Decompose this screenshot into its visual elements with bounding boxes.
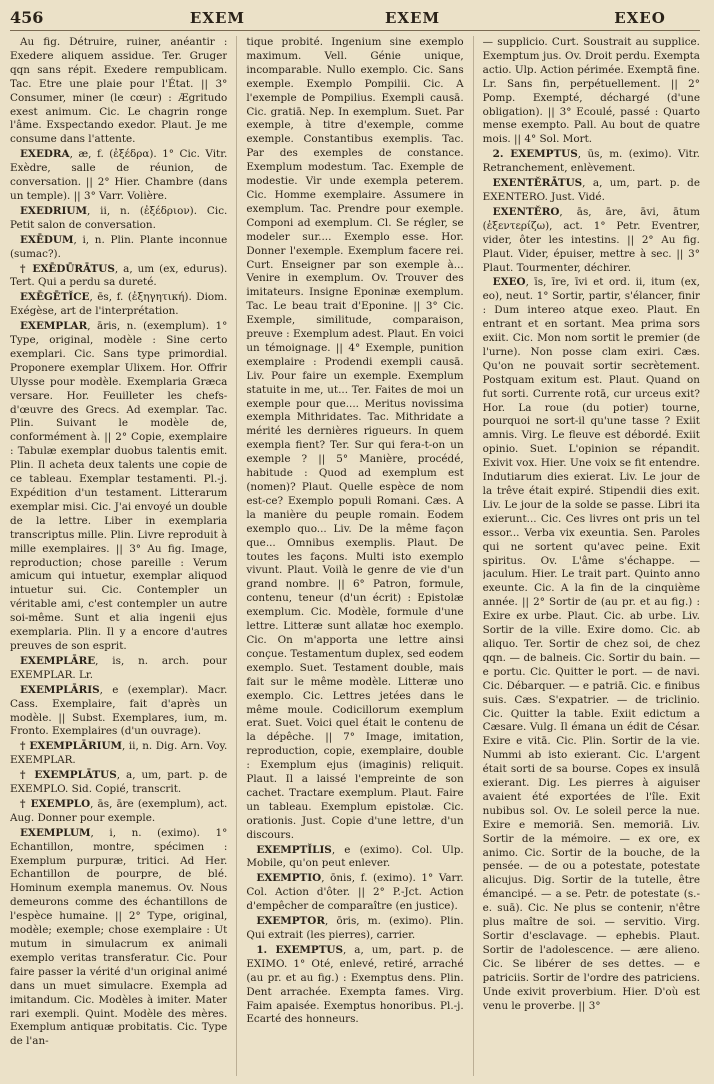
dictionary-entry: EXEMPTĬLIS, e (eximo). Col. Ulp. Mobile, qu'on peut enlever. xyxy=(246,843,464,870)
running-header xyxy=(10,8,700,31)
headword: EXEO xyxy=(492,276,526,289)
headword: EXEMPLĀRIS xyxy=(20,683,100,696)
dictionary-entry: EXEDRIUM, ii, n. (ἐξέδριον). Cic. Petit salon de conversation. xyxy=(10,204,228,231)
headword: † EXEMPLO xyxy=(20,797,91,810)
dictionary-entry: EXENTĔRĀTUS, a, um, part. p. de EXENTERO. Just. Vidé. xyxy=(482,177,700,203)
dictionary-entry: EXEMPTOR, ōris, m. (eximo). Plin. Qui extrait (les pierres), carrier. xyxy=(246,915,464,941)
dictionary-entry: † EXEMPLO, ās, āre (exemplum), act. Aug. Donner pour exemple. xyxy=(10,797,228,824)
headword: † EXĒDŪRĀTUS xyxy=(20,262,115,275)
headword: EXEMPLUM xyxy=(20,826,91,839)
dictionary-entry: † EXĒDŪRĀTUS, a, um (ex, edurus). Tert. Qui a perdu sa dureté. xyxy=(10,262,228,289)
headword: 2. EXEMPTUS xyxy=(492,148,578,161)
dictionary-entry: EXENTĔRO, ās, āre, āvi, ātum (ἐξεντερίζω), act. 1° Petr. Eventrer, vider, ôter les intestins. || 2° Au fig. Plaut. Vider, épuiser, mettre à sec. || 3° Plaut. Tourmenter, déchirer. xyxy=(482,205,700,274)
dictionary-entry: EXĒDUM, i, n. Plin. Plante inconnue (sumac?). xyxy=(10,233,228,260)
dictionary-entry: EXEO, īs, īre, īvi et ord. ii, itum (ex, eo), neut. 1° Sortir, partir, s'élancer, finir : Dum intereo atque exeo. Plaut. En entrant et en sortant. Mea prima sors exiit. Cic. Mon nom sortit le premier (de l'urne). Non posse clam exiri. Cæs. Qu'on ne pouvait sortir secrètement. Postquam exitum est. Plaut. Quand on fut sorti. Currente rotā, cur urceus exit? Hor. La roue (du potier) tourne, pourquoi ne sort-il qu'une tasse ? Exiit amnis. Virg. Le fleuve est débordé. Exiit opinio. Suet. L'opinion se répandit. Exivit vox. Hier. Une voix se fit entendre. Indutiarum dies exierat. Liv. Le jour de la trêve était expiré. Stipendii dies exit. Liv. Le jour de la solde se passe. Libri ita exierunt... Cic. Ces livres ont pris un tel essor... Verba vix exeuntia. Sen. Paroles qui ne sortent qu'avec peine. Exit spiritus. Ov. L'âme s'échappe. — jaculum. Hier. Le trait part. Quinto anno exeunte. Cic. A la fin de la cinquième année. || 2° Sortir de (au pr. et au fig.) : Exire ex urbe. Plaut. Cic. ab urbe. Liv. Sortir de la ville. Exire domo. Cic. ab aliquo. Ter. Sortir de chez soi, de chez qqn. — de balneis. Cic. Sortir du bain. — e portu. Cic. Quitter le port. — de navi. Cic. Débarquer. — e patriā. Cic. e finibus suis. Cæs. S'expatrier. — de triclinio. Cic. Quitter la table. Exiit edictum a Cæsare. Vulg. Il émana un édit de César. Exire e vitā. Cic. Plin. Sortir de la vie. Nummi ab isto exierant. Cic. L'argent était sorti de sa bourse. Copes ex insulā exierant. Dig. Les pierres à aiguiser avaient été exportées de l'île. Exit nubibus sol. Ov. Le soleil perce la nue. Exire e memoriā. Sen. memoriā. Liv. Sortir de la mémoire. — ex ore, ex animo. Cic. Sortir de la bouche, de la pensée. — de ou a potestate, potestate alicujus. Dig. Sortir de la tutelle, être émancipé. — a se. Petr. de potestate (s.-e. suā). Cic. Ne plus se contenir, n'être plus maître de soi. — servitio. Virg. Sortir d'esclavage. — ephebis. Plaut. Sortir de l'adolescence. — ære alieno. Cic. Se libérer de ses dettes. — e patriciis. Sortir de l'ordre des patriciens. Unde exivit proverbium. Hier. D'où est venu le proverbe. || 3° xyxy=(482,276,700,1012)
column-divider xyxy=(473,36,474,1076)
headword: † EXEMPLĀTUS xyxy=(20,769,117,782)
column-divider xyxy=(236,36,237,1076)
headword: EXEDRIUM xyxy=(20,204,87,217)
page-number: 456 xyxy=(10,8,44,27)
dictionary-entry: EXEMPLĀRIS, e (exemplar). Macr. Cass. Exemplaire, fait d'après un modèle. || Subst. Exemplares, ium, m. Fronto. Exemplaires (d'un ouvrage). xyxy=(10,683,228,738)
headword: EXĒDUM xyxy=(20,233,74,246)
header-right-word: EXEO xyxy=(614,9,666,27)
dictionary-entry: EXEMPLAR, āris, n. (exemplum). 1° Type, original, modèle : Sine certo exemplari. Cic. Sans type primordial. Proponere exemplar Ulixem. Hor. Offrir Ulysse pour modèle. Exemplaria Græca versare. Hor. Feuilleter les chefs-d'œuvre des Grecs. Ad exemplar. Tac. Plin. Suivant le modèle de, conformément à. || 2° Copie, exemplaire : Tabulæ exemplar duobus talentis emit. Plin. Il acheta deux talents une copie de ce tableau. Exemplar testamenti. Pl.-j. Expédition d'un testament. Litterarum exemplar misi. Cic. J'ai envoyé un double de la lettre. Liber in exemplaria transcriptus mille. Plin. Livre reproduit à mille exemplaires. || 3° Au fig. Image, reproduction; chose pareille : Verum amicum qui intuetur, exemplar aliquod intuetur sui. Cic. Contempler un véritable ami, c'est contempler un autre soi-même. Sunt et alia ingenii ejus exemplaria. Plin. Il y a encore d'autres preuves de son esprit. xyxy=(10,320,228,652)
column-right xyxy=(483,36,700,1076)
column-middle xyxy=(246,36,463,1076)
dictionary-entry: † EXEMPLĀTUS, a, um, part. p. de EXEMPLO. Sid. Copié, transcrit. xyxy=(10,769,228,796)
headword: EXEMPTIO xyxy=(256,872,322,885)
headword: † EXEMPLĀRIUM xyxy=(20,740,123,753)
column-left xyxy=(10,36,227,1076)
dictionary-entry: — supplicio. Curt. Soustrait au supplice. Exemptum jus. Ov. Droit perdu. Exempta actio. Ulp. Action périmée. Exemptā fine. Lr. Sans fin, perpétuellement. || 2° Pomp. Exempté, déchargé (d'une obligation). || 3° Ecoulé, passé : Quarto mense exempto. Pall. Au bout de quatre mois. || 4° Sol. Mort. xyxy=(482,36,700,146)
headword: EXEDRA xyxy=(20,148,70,161)
dictionary-entry: Au fig. Détruire, ruiner, anéantir : Exedere aliquem assidue. Ter. Gruger qqn sans répit. Exedere rempublicam. Tac. Etre une plaie pour l'État. || 3° Consumer, miner (le cœur) : Ægritudo exest animum. Cic. Le chagrin ronge l'âme. Exspectando exedor. Plaut. Je me consume dans l'attente. xyxy=(10,36,228,146)
headword: EXENTĔRO xyxy=(492,205,560,218)
dictionary-entry: 1. EXEMPTUS, a, um, part. p. de EXIMO. 1° Oté, enlevé, retiré, arraché (au pr. et au fig.) : Exemptus dens. Plin. Dent arrachée. Exempta fames. Virg. Faim apaisée. Exemptus honoribus. Pl.-j. Ecarté des honneurs. xyxy=(246,943,464,1026)
headword: EXĒGĒTĬCE xyxy=(20,291,90,304)
dictionary-entry: EXEMPLUM, i, n. (eximo). 1° Echantillon, montre, spécimen : Exemplum purpuræ, tritici. Ad Her. Echantillon de pourpre, de blé. Hominum exempla manemus. Ov. Nous demeurons comme des échantillons de l'espèce humaine. || 2° Type, original, modèle; exemple; chose exemplaire : Ut mutum in simulacrum ex animali exemplo veritas transferatur. Cic. Pour faire passer la vérité d'un original animé dans un muet simulacre. Exempla ad imitandum. Cic. Modèles à imiter. Mater rari exempli. Quint. Modèle des mères. Exemplum antiquæ probitatis. Cic. Type de l'an- xyxy=(10,826,228,1048)
dictionary-entry: † EXEMPLĀRIUM, ii, n. Dig. Arn. Voy. EXEMPLAR. xyxy=(10,740,228,767)
header-center-word: EXEM xyxy=(384,9,441,27)
headword: EXENTĔRĀTUS xyxy=(492,177,583,190)
dictionary-entry: tique probité. Ingenium sine exemplo maximum. Vell. Génie unique, incomparable. Nullo exemplo. Cic. Sans exemple. Exemplo Pompilii. Cic. A l'exemple de Pompilius. Exempli causā. Cic. gratiā. Nep. In exemplum. Suet. Par exemple, à titre d'exemple, comme exemple. Constantibus exemplis. Tac. Par des exemples de constance. Exemplum modestum. Tac. Exemple de modestie. Vir unde exempla peterem. Cic. Homme exemplaire. Assumere in exemplum. Tac. Prendre pour exemple. Componi ad exemplum. Cl. Se régler, se modeler sur.... Exemplo esse. Hor. Donner l'exemple. Exemplum facere rei. Curt. Enseigner par son exemple à... Venire in exemplum. Ov. Trouver des imitateurs. Insigne Eponinæ exemplum. Tac. Le beau trait d'Eponine. || 3° Cic. Exemple, similitude, comparaison, preuve : Exemplum adest. Plaut. En voici un témoignage. || 4° Exemple, punition exemplaire : Prodendi exempli causā. Liv. Pour faire un exemple. Exemplum statuite in me, ut... Ter. Faites de moi un exemple pour que.... Meritus novissima exempla Mithridates. Tac. Mithridate a mérité les dernières rigueurs. In quem exempla fient? Ter. Sur qui fera-t-on un exemple ? || 5° Manière, procédé, habitude : Quod ad exemplum est (nomen)? Plaut. Quelle espèce de nom est-ce? Exemplo populi Romani. Cæs. A la manière du peuple romain. Eodem exemplo quo... Liv. De la même façon que... Omnibus exemplis. Plaut. De toutes les façons. Multi isto exemplo vivunt. Plaut. Voilà le genre de vie d'un grand nombre. || 6° Patron, formule, contenu, teneur (d'un écrit) : Epistolæ exemplum. Cic. Modèle, formule d'une lettre. Litteræ sunt allatæ hoc exemplo. Cic. On m'apporta une lettre ainsi conçue. Testamentum duplex, sed eodem exemplo. Suet. Testament double, mais fait sur le même modèle. Litteræ uno exemplo. Cic. Lettres jetées dans le même moule. Codicillorum exemplum erat. Suet. Voici quel était le contenu de la dépêche. || 7° Image, imitation, reproduction, copie, exemplaire, double : Exemplum ejus (imaginis) reliquit. Plaut. Il a laissé l'empreinte de son cachet. Tractare exemplum. Plaut. Faire un tableau. Exemplum epistolæ. Cic. orationis. Just. Copie d'une lettre, d'un discours. xyxy=(246,36,464,841)
columns xyxy=(10,36,700,1076)
dictionary-entry: EXEDRA, æ, f. (ἐξέδρα). 1° Cic. Vitr. Exèdre, salle de réunion, de conversation. || 2° Hier. Chambre (dans un temple). || 3° Varr. Volière. xyxy=(10,148,228,202)
headword: EXEMPLĀRE xyxy=(20,654,96,667)
headword: EXEMPTĬLIS xyxy=(256,843,332,856)
dictionary-entry: 2. EXEMPTUS, ūs, m. (eximo). Vitr. Retranchement, enlèvement. xyxy=(482,148,700,175)
headword: EXEMPTOR xyxy=(256,915,325,928)
headword: EXEMPLAR xyxy=(20,320,88,333)
dictionary-entry: EXEMPLĀRE, is, n. arch. pour EXEMPLAR. Lr. xyxy=(10,654,228,681)
dictionary-entry: EXEMPTIO, ōnis, f. (eximo). 1° Varr. Col. Action d'ôter. || 2° P.-Jct. Action d'empêcher de comparaître (en justice). xyxy=(246,872,464,913)
header-left-word: EXEM xyxy=(189,9,246,27)
dictionary-entry: EXĒGĒTĬCE, ēs, f. (ἐξηγητική). Diom. Exégèse, art de l'interprétation. xyxy=(10,291,228,318)
headword: 1. EXEMPTUS xyxy=(256,943,343,956)
